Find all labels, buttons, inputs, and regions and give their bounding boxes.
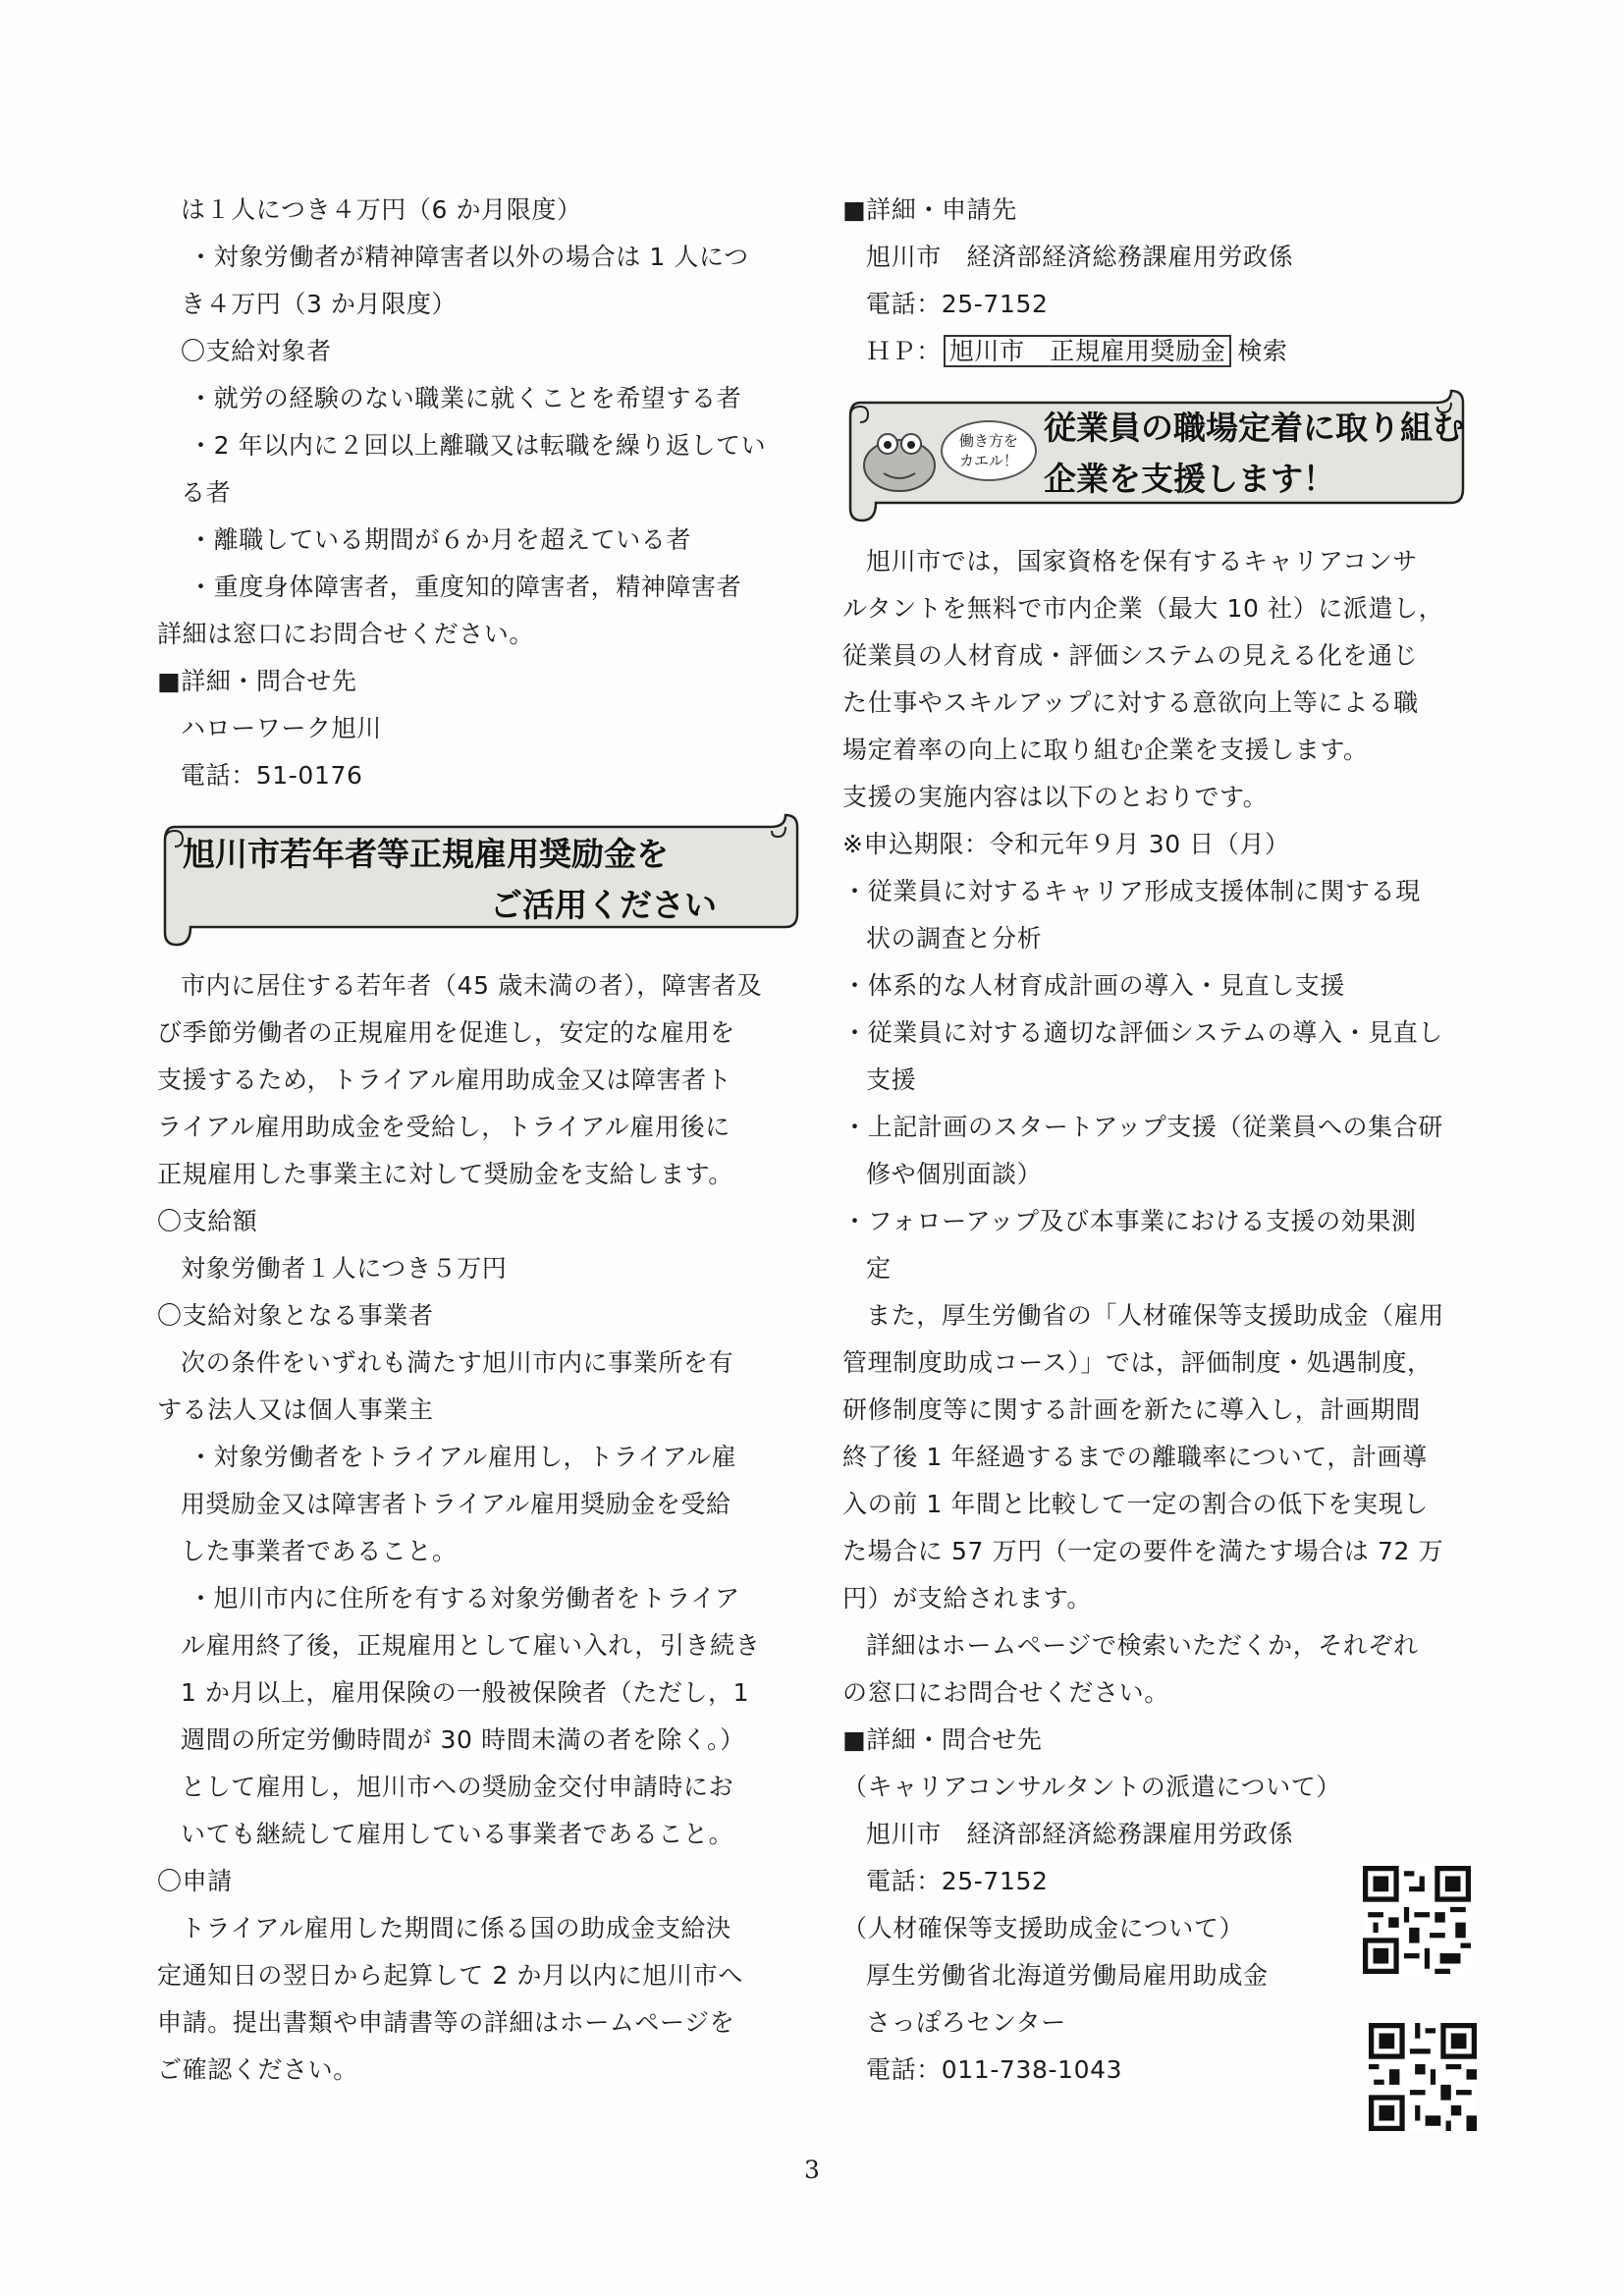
hp-search-box: 旭川市 正規雇用奨励金 [944,335,1232,367]
banner-title-line2: ご活用ください [490,886,717,924]
subheading: 〇支給額 [157,1207,258,1235]
text-line: 定 [866,1254,892,1283]
badge-line2: カエル！ [958,452,1018,469]
text-line: ル雇用終了後，正規雇用として雇い入れ，引き続き [181,1631,761,1660]
contact-tel: 電話：25-7152 [866,1867,1049,1895]
hp-search-word: 検索 [1237,337,1288,365]
subsidy-section [157,962,785,2094]
contact-org: 旭川市 経済部経済総務課雇用労政係 [866,243,1294,271]
text-line: 円）が支給されます。 [842,1584,1093,1613]
text-line: 支援するため，トライアル雇用助成金又は障害者ト [157,1066,732,1094]
text-line: る者 [181,478,232,507]
text-line: 修や個別面談） [866,1160,1043,1188]
homepage-line [842,328,1471,375]
left-column [157,187,785,2094]
scroll-banner-retention [842,383,1471,530]
text-line: 申請。提出書類や申請書等の詳細はホームページを [157,2008,735,2037]
contact-tel: 電話：51-0176 [181,761,363,790]
contact-org: ハローワーク旭川 [181,714,382,742]
text-line: 詳細はホームページで検索いただくか，それぞれ [866,1631,1419,1660]
text-line: び季節労働者の正規雇用を促進し，安定的な雇用を [157,1018,735,1047]
text-line: ・従業員に対するキャリア形成支援体制に関する現 [842,877,1421,905]
contact-heading: ■詳細・申請先 [842,195,1017,224]
text-line: 対象労働者１人につき５万円 [181,1254,508,1283]
text-line: 定通知日の翌日から起算して 2 か月以内に旭川市へ [157,1961,743,1990]
text-line: （人材確保等支援助成金について） [842,1914,1245,1942]
text-line: ・就労の経験のない職業に就くことを希望する者 [189,384,742,412]
text-line: 旭川市では，国家資格を保有するキャリアコンサ [866,547,1418,575]
deadline-line: ※申込期限：令和元年９月 30 日（月） [842,830,1290,858]
qr-code-icon [1363,1866,1471,1974]
text-line: 支援 [866,1066,917,1094]
text-line: 従業員の人材育成・評価システムの見える化を通じ [842,641,1419,670]
contact-org: 厚生労働省北海道労働局雇用助成金 [866,1961,1269,1990]
text-line: た場合に 57 万円（一定の要件を満たす場合は 72 万 [842,1537,1444,1565]
text-line: する法人又は個人事業主 [157,1395,434,1424]
text-line: ご確認ください。 [157,2055,358,2084]
text-line: 市内に居住する若年者（45 歳未満の者），障害者及 [181,971,763,1000]
contact-tel: 電話：011-738-1043 [866,2055,1123,2084]
text-line: 用奨励金又は障害者トライアル雇用奨励金を受給 [181,1490,731,1518]
text-line: ・従業員に対する適切な評価システムの導入・見直し [842,1018,1443,1047]
qr-code-icon [1369,2023,1477,2131]
text-line: ・重度身体障害者，重度知的障害者，精神障害者 [189,573,742,601]
text-line: また，厚生労働省の「人材確保等支援助成金（雇用 [866,1301,1444,1330]
banner-title-line2: 企業を支援します！ [1044,460,1335,498]
text-line: 次の条件をいずれも満たす旭川市内に事業所を有 [181,1348,734,1377]
text-line: ライアル雇用助成金を受給し，トライアル雇用後に [157,1113,731,1141]
text-line: ・対象労働者をトライアル雇用し，トライアル雇 [189,1443,737,1471]
contact-heading: ■詳細・問合せ先 [157,667,357,695]
text-line: は１人につき４万円（6 か月限度） [181,195,582,224]
text-line: ・体系的な人材育成計画の導入・見直し支援 [842,971,1346,1000]
text-line: ・2 年以内に２回以上離職又は転職を繰り返してい [189,431,767,460]
intro-section [157,187,785,799]
text-line: として雇用し，旭川市への奨励金交付申請時にお [181,1773,734,1801]
subheading: 〇申請 [157,1867,233,1895]
text-line: 管理制度助成コース）」では，評価制度・処遇制度， [842,1348,1433,1377]
text-line: トライアル雇用した期間に係る国の助成金支給決 [181,1914,731,1942]
text-line: ルタントを無料で市内企業（最大 10 社）に派遣し， [842,594,1444,623]
subheading: 〇支給対象となる事業者 [157,1301,434,1330]
text-line: いても継続して雇用している事業者であること。 [181,1820,734,1848]
contact-org: さっぽろセンター [866,2008,1066,2037]
text-line: ・フォローアップ及び本事業における支援の効果測 [842,1207,1417,1235]
text-line: 週間の所定労働時間が 30 時間未満の者を除く。） [181,1725,745,1754]
speech-badge [941,420,1037,481]
right-column [842,187,1471,2094]
application-contact [842,187,1471,375]
contact-org: 旭川市 経済部経済総務課雇用労政係 [866,1820,1294,1848]
text-line: 場定着率の向上に取り組む企業を支援します。 [842,736,1369,764]
text-line: 入の前 1 年間と比較して一定の割合の低下を実現し [842,1490,1429,1518]
text-line: の窓口にお問合せください。 [842,1678,1169,1707]
text-line: ・対象労働者が精神障害者以外の場合は 1 人につ [189,243,749,271]
banner-title-line1: 旭川市若年者等正規雇用奨励金を [183,835,669,873]
text-line: （キャリアコンサルタントの派遣について） [842,1773,1342,1801]
text-line: 状の調査と分析 [866,924,1043,953]
hp-label: ＨＰ： [866,337,942,365]
text-line: 1 か月以上，雇用保険の一般被保険者（ただし，1 [181,1678,750,1707]
text-line: き４万円（3 か月限度） [181,290,458,318]
contact-tel: 電話：25-7152 [866,290,1049,318]
text-line: 詳細は窓口にお問合せください。 [157,620,535,648]
text-line: 正規雇用した事業主に対して奨励金を支給します。 [157,1160,733,1188]
text-line: 支援の実施内容は以下のとおりです。 [842,783,1269,811]
text-line: た仕事やスキルアップに対する意欲向上等による職 [842,688,1419,717]
text-line: 終了後 1 年経過するまでの離職率について，計画導 [842,1443,1428,1471]
page-number: 3 [804,2156,820,2184]
text-line: 〇支給対象者 [181,337,332,365]
text-line: 研修制度等に関する計画を新たに導入し，計画期間 [842,1395,1421,1424]
text-line: ・上記計画のスタートアップ支援（従業員への集合研 [842,1113,1443,1141]
contact-heading: ■詳細・問合せ先 [842,1725,1043,1754]
text-line: ・離職している期間が６か月を超えている者 [189,525,692,554]
retention-section [842,538,1471,2094]
text-line: ・旭川市内に住所を有する対象労働者をトライア [189,1584,740,1613]
scroll-banner-subsidy [157,807,785,955]
banner-title-line1: 従業員の職場定着に取り組む [1044,409,1465,447]
text-line: した事業者であること。 [181,1537,458,1565]
badge-line1: 働き方を [958,432,1018,450]
